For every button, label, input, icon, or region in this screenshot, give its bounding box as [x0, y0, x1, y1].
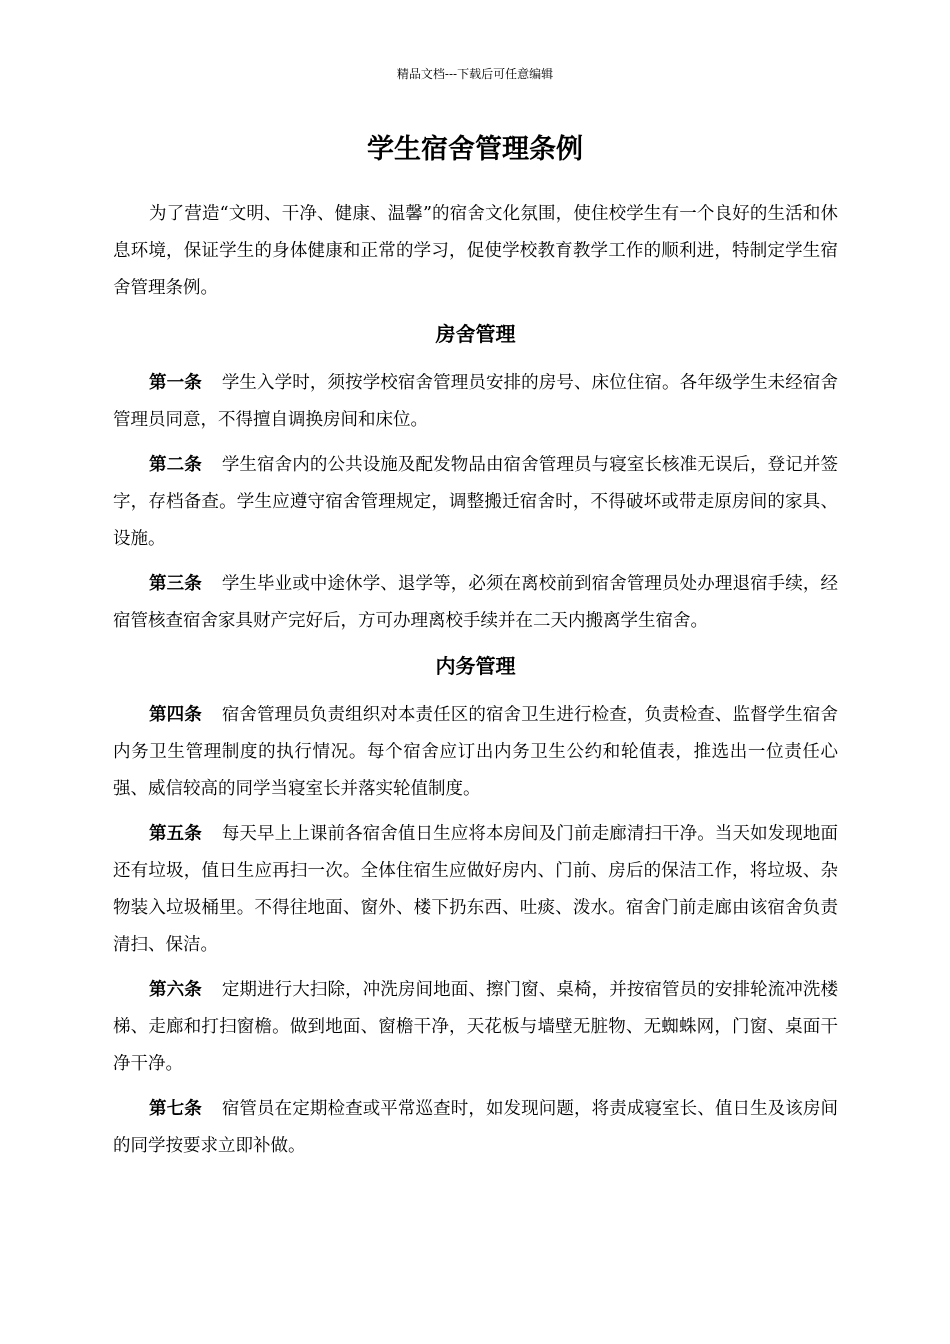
article-text: 宿管员在定期检查或平常巡查时，如发现问题，将责成寝室长、值日生及该房间的同学按要求立即补做。 — [113, 1099, 839, 1156]
article-paragraph — [113, 447, 838, 558]
article-text: 学生入学时，须按学校宿舍管理员安排的房号、床位住宿。各年级学生未经宿舍管理员同意，不得擅自调换房间和床位。 — [113, 373, 839, 430]
article-label: 第七条 — [149, 1099, 202, 1119]
document-body — [113, 196, 838, 1173]
article-label: 第四条 — [149, 705, 202, 725]
section-internal-affairs — [113, 648, 838, 1165]
article-paragraph — [113, 697, 838, 808]
article-label: 第二条 — [149, 455, 202, 475]
section-heading: 内务管理 — [435, 654, 516, 678]
article-paragraph — [113, 566, 838, 640]
document-title: 学生宿舍管理条例 — [367, 134, 583, 165]
article-paragraph — [113, 816, 838, 964]
article-text: 学生毕业或中途休学、退学等，必须在离校前到宿舍管理员处办理退宿手续，经宿管核查宿舍家具财产完好后，方可办理离校手续并在二天内搬离学生宿舍。 — [113, 574, 839, 631]
article-paragraph — [113, 1091, 838, 1165]
article-label: 第五条 — [149, 824, 202, 844]
article-text: 宿舍管理员负责组织对本责任区的宿舍卫生进行检查，负责检查、监督学生宿舍内务卫生管理制度的执行情况。每个宿舍应订出内务卫生公约和轮值表，推选出一位责任心强、威信较高的同学当寝室长并落实轮值制度。 — [113, 705, 839, 799]
intro-paragraph: 为了营造“文明、干净、健康、温馨”的宿舍文化氛围，使住校学生有一个良好的生活和休息环境，保证学生的身体健康和正常的学习，促使学校教育教学工作的顺利进，特制定学生宿舍管理条例。 — [113, 204, 838, 298]
article-text: 学生宿舍内的公共设施及配发物品由宿舍管理员与寝室长核准无误后，登记并签字，存档备查。学生应遵守宿舍管理规定，调整搬迁宿舍时，不得破坏或带走原房间的家具、设施。 — [113, 455, 839, 549]
article-text: 每天早上上课前各宿舍值日生应将本房间及门前走廊清扫干净。当天如发现地面还有垃圾，值日生应再扫一次。全体住宿生应做好房内、门前、房后的保洁工作，将垃圾、杂物装入垃圾桶里。不得往地面、窗外、楼下扔东西、吐痰、泼水。宿舍门前走廊由该宿舍负责清扫、保洁。 — [113, 824, 839, 955]
article-label: 第三条 — [149, 574, 202, 594]
header-note: 精品文档---下载后可任意编辑 — [396, 67, 554, 81]
section-housing — [113, 316, 838, 640]
article-label: 第六条 — [149, 980, 202, 1000]
article-text: 定期进行大扫除，冲洗房间地面、擦门窗、桌椅，并按宿管员的安排轮流冲洗楼梯、走廊和打扫窗檐。做到地面、窗檐干净，天花板与墙壁无脏物、无蜘蛛网，门窗、桌面干净干净。 — [113, 980, 839, 1074]
section-heading: 房舍管理 — [435, 322, 516, 346]
article-paragraph — [113, 972, 838, 1083]
article-label: 第一条 — [149, 373, 202, 393]
article-paragraph — [113, 365, 838, 439]
